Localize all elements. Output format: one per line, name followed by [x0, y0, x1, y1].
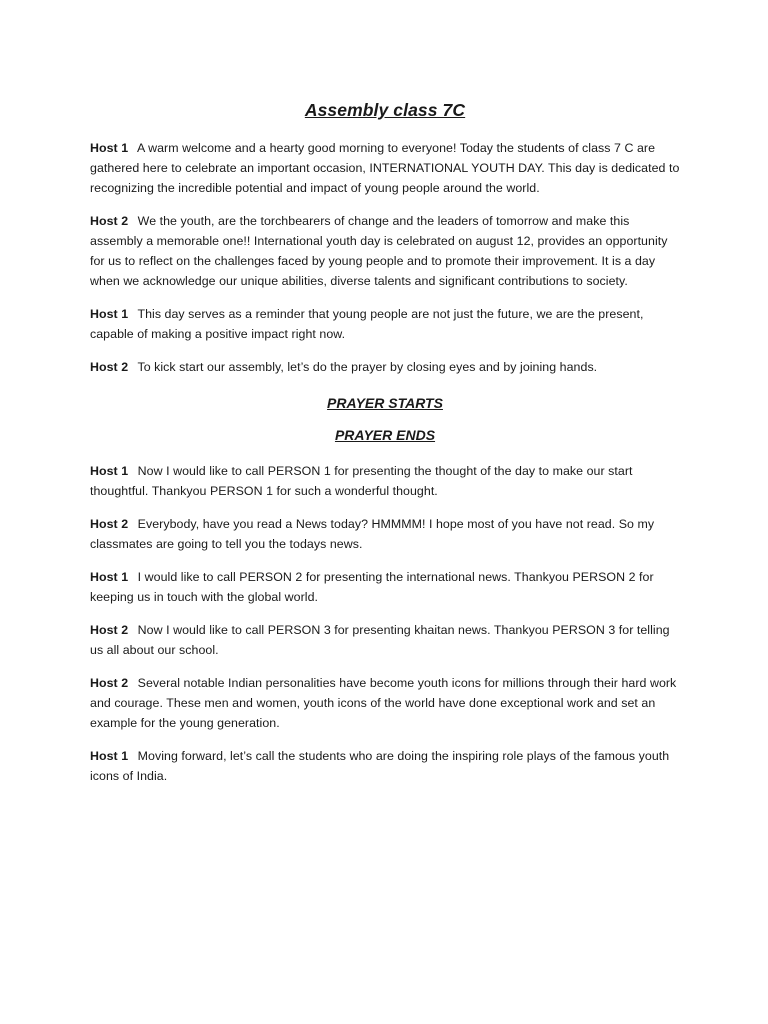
document-title: Assembly class 7C [304, 100, 466, 120]
host-paragraph [90, 138, 680, 198]
speaker-label: Host 1 [90, 749, 129, 763]
paragraph-text: Now I would like to call PERSON 1 for presenting the thought of the day to make our start thoughtful. Thankyou PERSON 1 for such a wonderful thought. [90, 464, 633, 498]
paragraph-text: Now I would like to call PERSON 3 for presenting khaitan news. Thankyou PERSON 3 for telling us all about our school. [90, 623, 670, 657]
speaker-label: Host 2 [90, 360, 129, 374]
speaker-label: Host 2 [90, 623, 129, 637]
host-paragraph [90, 673, 680, 733]
speaker-label: Host 2 [90, 517, 129, 531]
paragraph-text: A warm welcome and a hearty good morning to everyone! Today the students of class 7 C are gathered here to celebrate an important occasion, INTERNATIONAL YOUTH DAY. This day is dedicated to recognizing the incredible potential and impact of young people around the world. [90, 141, 680, 195]
speaker-label: Host 1 [90, 307, 129, 321]
paragraph-text: Moving forward, let’s call the students who are doing the inspiring role plays of the famous youth icons of India. [90, 749, 670, 783]
paragraph-text: Several notable Indian personalities have become youth icons for millions through their hard work and courage. These men and women, youth icons of the world have done exceptional work and set an example for the young generation. [90, 676, 677, 730]
host-paragraph [90, 514, 680, 554]
host-paragraph [90, 620, 680, 660]
speaker-label: Host 1 [90, 141, 129, 155]
speaker-label: Host 2 [90, 214, 129, 228]
paragraph-text: Everybody, have you read a News today? HMMMM! I hope most of you have not read. So my classmates are going to tell you the todays news. [90, 517, 655, 551]
host-paragraph [90, 567, 680, 607]
section-heading-prayer-starts: PRAYER STARTS [327, 395, 443, 411]
section-heading-prayer-ends: PRAYER ENDS [334, 427, 436, 443]
speaker-label: Host 1 [90, 464, 129, 478]
speaker-label: Host 1 [90, 570, 129, 584]
paragraph-text: To kick start our assembly, let’s do the prayer by closing eyes and by joining hands. [137, 360, 598, 374]
host-paragraph [90, 461, 680, 501]
speaker-label: Host 2 [90, 676, 129, 690]
host-paragraph [90, 357, 680, 377]
paragraph-text: I would like to call PERSON 2 for presenting the international news. Thankyou PERSON 2 for keeping us in touch with the global world. [90, 570, 654, 604]
host-paragraph [90, 304, 680, 344]
host-paragraph [90, 211, 680, 291]
paragraph-text: We the youth, are the torchbearers of change and the leaders of tomorrow and make this assembly a memorable one!! International youth day is celebrated on august 12, provides an opportunity for us to reflect on the challenges faced by young people and to promote their improvement. It is a day when we acknowledge our unique abilities, diverse talents and significant contributions to society. [90, 214, 668, 288]
host-paragraph [90, 746, 680, 786]
paragraph-text: This day serves as a reminder that young people are not just the future, we are the present, capable of making a positive impact right now. [90, 307, 644, 341]
